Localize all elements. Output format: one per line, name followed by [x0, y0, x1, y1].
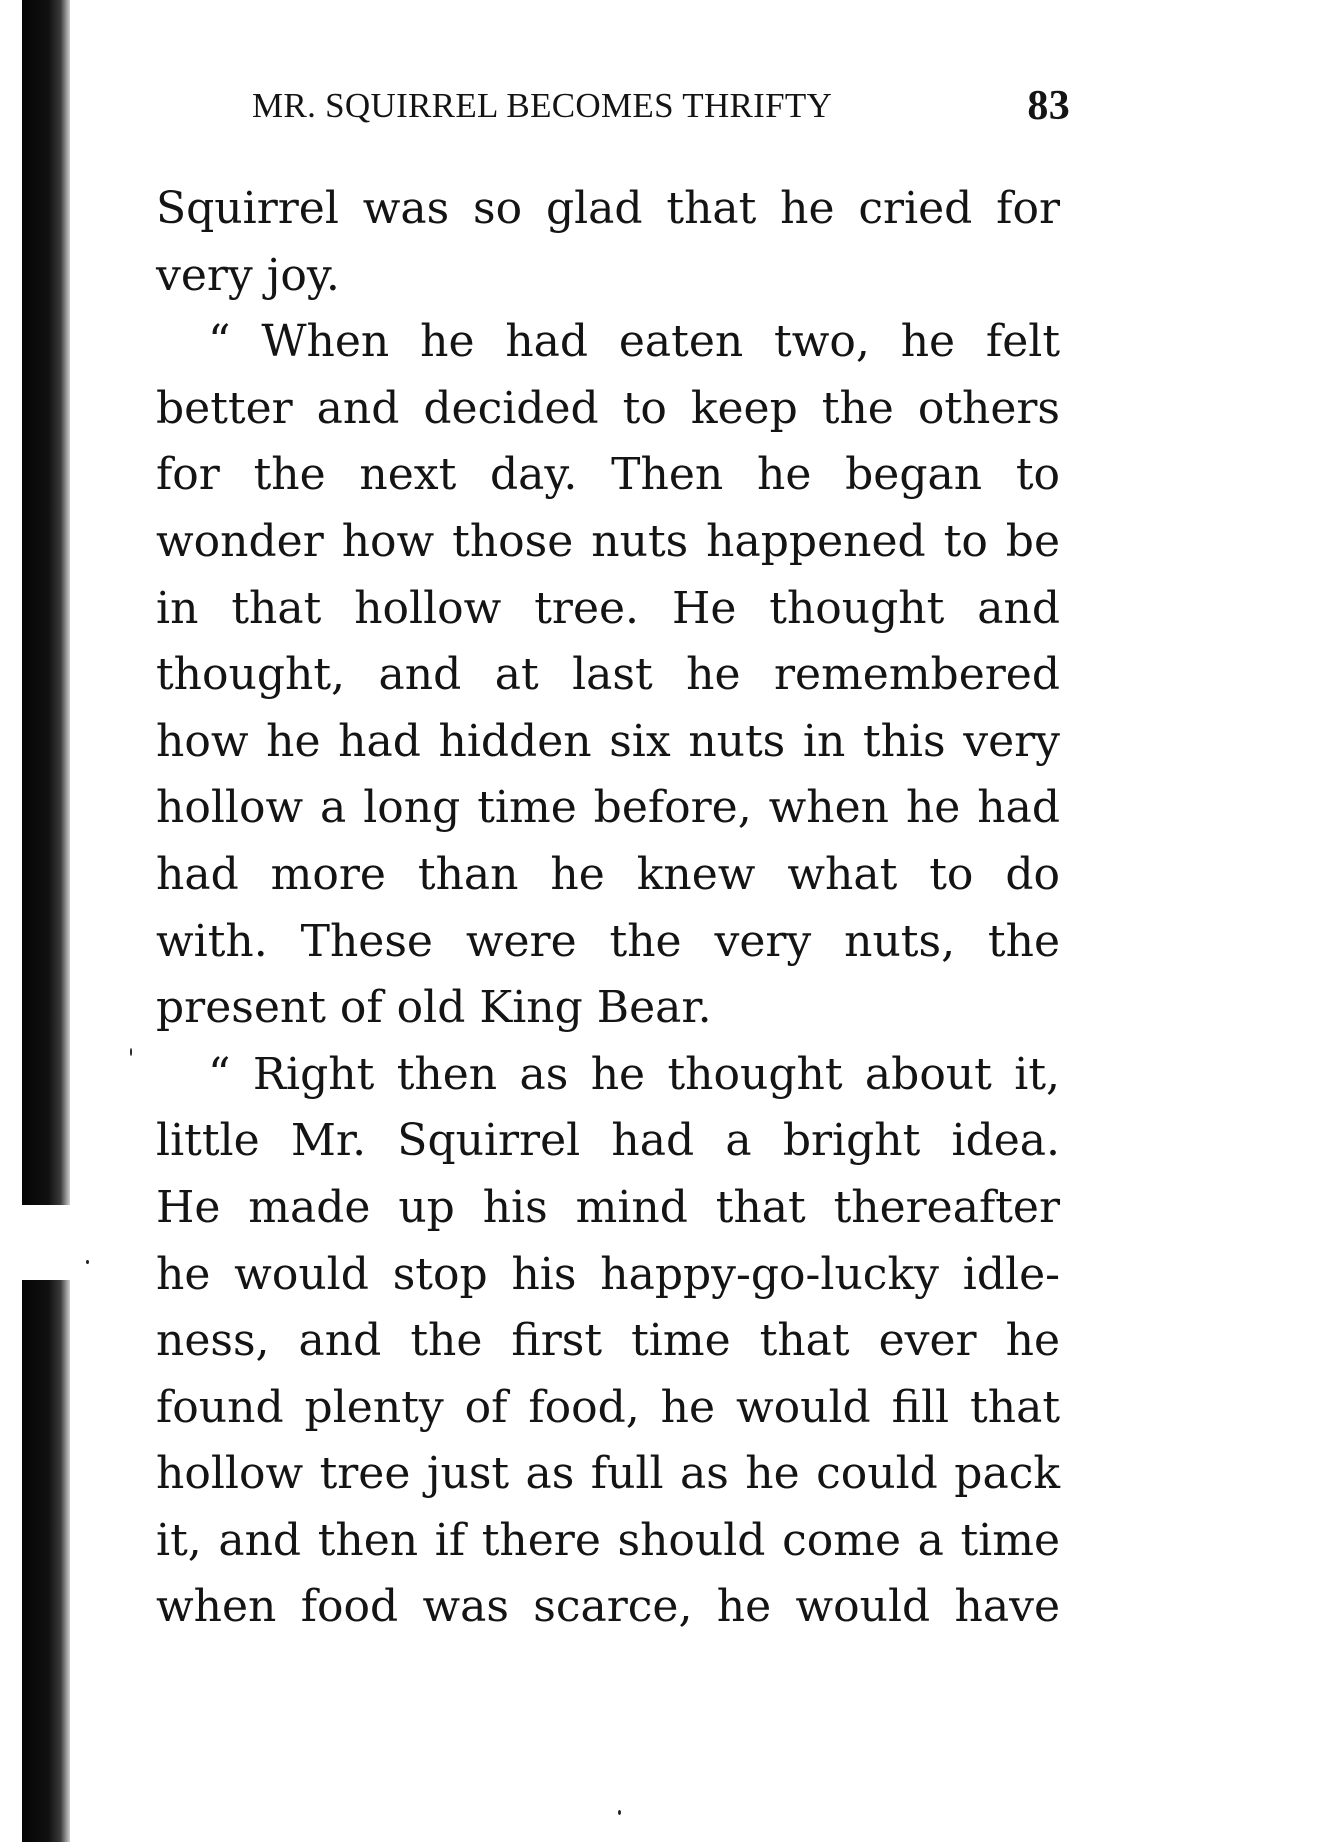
- page-number: 83: [1027, 83, 1070, 129]
- text-line: he would stop his happy-go-lucky idle-: [156, 1248, 1060, 1300]
- text-line: wonder how those nuts happened to be: [156, 515, 1060, 567]
- text-line: ness, and the first time that ever he: [156, 1315, 1060, 1367]
- scan-speck: [86, 1260, 89, 1264]
- text-line: thought, and at last he remembered: [156, 649, 1060, 701]
- text-line: Squirrel was so glad that he cried for: [156, 183, 1060, 234]
- text-line: with. These were the very nuts, the: [156, 915, 1060, 967]
- text-line: when food was scarce, he would have: [156, 1581, 1060, 1633]
- body-text: [156, 176, 1060, 1641]
- text-line: had more than he knew what to do: [156, 848, 1060, 900]
- text-line: it, and then if there should come a time: [156, 1514, 1060, 1566]
- text-line: hollow a long time before, when he had: [156, 782, 1060, 834]
- text-line: little Mr. Squirrel had a bright idea.: [156, 1115, 1060, 1167]
- page-binding-shadow: [22, 1280, 70, 1842]
- page-binding-shadow: [22, 0, 70, 1205]
- running-head: [252, 83, 1070, 136]
- text-line: hollow tree just as full as he could pack: [156, 1448, 1060, 1500]
- text-line: “ When he had eaten two, he felt: [208, 316, 1060, 368]
- text-line: how he had hidden six nuts in this very: [156, 715, 1060, 767]
- text-line: very joy.: [156, 249, 340, 301]
- text-line: for the next day. Then he began to: [156, 449, 1060, 501]
- scan-speck: [618, 1810, 621, 1815]
- text-line: He made up his mind that thereafter: [156, 1181, 1060, 1233]
- text-line: found plenty of food, he would fill that: [156, 1381, 1060, 1433]
- running-head-title: MR. SQUIRREL BECOMES THRIFTY: [252, 86, 833, 125]
- text-line: better and decided to keep the others: [156, 382, 1060, 434]
- text-line: present of old King Bear.: [156, 982, 712, 1034]
- text-line: in that hollow tree. He thought and: [156, 582, 1060, 634]
- scan-speck: [130, 1048, 132, 1056]
- text-line: “ Right then as he thought about it,: [208, 1048, 1060, 1100]
